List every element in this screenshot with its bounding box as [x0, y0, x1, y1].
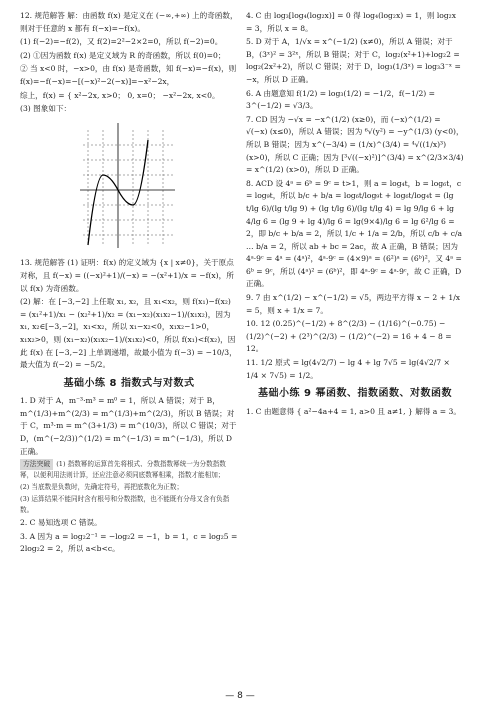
section-title-8: 基础小练 8 指数式与对数式	[63, 377, 195, 389]
left-column	[20, 10, 238, 557]
answer-8: 8. ACD 设 4ᵃ = 6ᵇ = 9ᶜ = t>1，则 a = log₄t，b = log₆t，c = log₉t，所以 b/c + b/a = log₆t/log₉t + log₆t/log₄t = (lg t/lg 6)/(lg t/lg 9) + (lg t/lg 6)/(lg t/lg 4) = lg 9/lg 6 + lg 4/lg 6 = (lg 9 + lg 4)/lg 6 = lg(9×4)/lg 6 = lg 6²/lg 6 = 2，即 b/c + b/a = 2，所以 1/c + 1/a = 2/b，所以 c/b + c/a … b/a = 2，所以 ab + bc = 2ac，故 A 正确，B 错误；因为 4ᵃ·9ᶜ = 4ᵃ = (4ᵃ)²，4ᵃ·9ᶜ = (4×9)ᵃ = (6²)ᵃ = (6ᵇ)²，又 4ᵃ = 6ᵇ = 9ᶜ，所以 (4ᵃ)² = (6ᵇ)²，即 4ᵃ·9ᶜ = 4ᵃ·9ᶜ，故 C 正确，D 正确。	[246, 178, 463, 289]
answer-2: 2. C 易知选项 C 错误。	[20, 518, 102, 528]
right-column	[246, 10, 464, 419]
answer-9-1: 1. C 由题意得 { a²−4a+4 = 1, a>0 且 a≠1, } 解得 a = 3。	[246, 406, 461, 416]
tip-line-1: (1) 指数幂的运算首先将根式、分数指数幂统一为分数指数幂，以便利用法则计算，还应注意必须同底数幂相乘，指数才能相加；	[20, 460, 226, 480]
q12-line-2: (1) f(−2)=−f(2)，又 f(2)=2²−2×2=0，所以 f(−2)=0。	[20, 37, 223, 47]
method-tip	[20, 459, 238, 481]
method-tip-label: 方法突破	[20, 459, 53, 470]
page-number: — 8 —	[225, 691, 255, 701]
answer-7: 7. CD 因为 −√x = −x^(1/2) (x≥0)，而 (−x)^(1/2) = √(−x) (x≤0)，所以 A 错误；因为 ⁶√(y²) = −y^(1/3) (y<0)，所以 B 错误；因为 x^(−3/4) = (1/x)^(3/4) = ⁴√((1/x)³) (x>0)，所以 C 正确；因为 [³√((−x)²)]^(3/4) = x^(2/3×3/4) = x^(1/2) (x>0)，所以 D 正确。	[246, 114, 464, 175]
function-graph	[78, 120, 178, 250]
answer-9: 9. 7 由 x^(1/2) − x^(−1/2) = √5，两边平方得 x − 2 + 1/x = 5，则 x + 1/x = 7。	[246, 293, 461, 315]
q12-line-4: ② 当 x<0 时，−x>0，由 f(x) 是奇函数，知 f(−x)=−f(x)，则 f(x)=−f(−x)=−[(−x)²−2(−x)]=−x²−2x，	[20, 64, 237, 86]
answer-4: 4. C 由 log₃[log₄(log₂x)] = 0 得 log₄(log₂x) = 1，则 log₂x = 3，所以 x = 8。	[246, 11, 457, 33]
tip-line-2: (2) 当底数是负数时，先确定符号，再把底数化为正数；	[20, 483, 184, 492]
tip-line-3: (3) 运算结果不能同时含有根号和分数指数，也不能既有分母又含有负指数。	[20, 495, 230, 515]
answer-10: 10. 12 (0.25)^(−1/2) + 8^(2/3) − (1/16)^(−0.75) − (1/2)^(−2) + (2³)^(2/3) − (1/2)^(−2) = 16 + 4 − 8 = 12。	[246, 319, 452, 354]
q12-line-3: (2) ①因为函数 f(x) 是定义域为 R 的奇函数，所以 f(0)=0；	[20, 50, 226, 60]
answer-1: 1. D 对于 A，m⁻³·m³ = m⁰ = 1，所以 A 错误；对于 B，m^(1/3)+m^(2/3) = m^(1/3)+m^(2/3)，所以 B 错误；对于 C，m³·m = m^(3+1/3) = m^(10/3)，所以 C 错误；对于 D，(m^(−2/3))^(1/2) = m^(−1/3) = m^(−1/3)，所以 D 正确。	[20, 396, 237, 456]
answer-5: 5. D 对于 A，1/√x = x^(−1/2) (x≠0)，所以 A 错误；对于 B，(3ˣ)² = 3²ˣ，所以 B 错误；对于 C，log₂(x²+1)+log₂2 = log₂(2x²+2)，所以 C 错误；对于 D，log₃(1/3ˣ) = log₃3⁻ˣ = −x，所以 D 正确。	[246, 37, 461, 84]
q13-line-2: (2) 解：在 [−3,−2] 上任取 x₁, x₂，且 x₁<x₂，则 f(x₁)−f(x₂) = (x₁²+1)/x₁ − (x₂²+1)/x₂ = (x₁−x₂)(x₁x₂−1)/(x₁x₂)，因为 x₁, x₂∈[−3,−2]，x₁<x₂，所以 x₁−x₂<0，x₁x₂−1>0，x₁x₂>0，则 (x₁−x₂)(x₁x₂−1)/(x₁x₂)<0，所以 f(x₁)<f(x₂)，因此 f(x) 在 [−3,−2] 上单调递增，故最小值为 f(−3) = −10/3，最大值为 f(−2) = −5/2。	[20, 297, 237, 370]
q12-line-6: (3) 图象如下：	[20, 104, 72, 114]
answer-11: 11. 1/2 原式 = lg(4√2/7) − lg 4 + lg 7√5 = lg(4√2/7 × 1/4 × 7√5) = 1/2。	[246, 358, 450, 380]
q13-line-1: 13. 规范解答 (1) 证明：f(x) 的定义域为 {x | x≠0}，关于原点对称，且 f(−x) = ((−x)²+1)/(−x) = −(x²+1)/x = −f(x)，所以 f(x) 为奇函数。	[20, 258, 234, 293]
q12-line-5: 综上，f(x) = { x²−2x, x>0； 0, x=0； −x²−2x, x<0。	[20, 90, 220, 100]
answer-6: 6. A 由题意知 f(1/2) = log₃(1/2) = −1/2，f(−1/2) = 3^(−1/2) = √3/3。	[246, 88, 436, 111]
q12-line-1: 12. 规范解答 解：由函数 f(x) 是定义在 (−∞,+∞) 上的奇函数，则对于任意的 x 都有 f(−x)=−f(x)。	[20, 11, 238, 33]
section-title-9: 基础小练 9 幂函数、指数函数、对数函数	[258, 388, 452, 400]
answer-3: 3. A 因为 a = log₂2⁻¹ = −log₂2 = −1，b = 1，c = log₂5 = 2log₂2 = 2，所以 a<b<c。	[20, 531, 238, 554]
